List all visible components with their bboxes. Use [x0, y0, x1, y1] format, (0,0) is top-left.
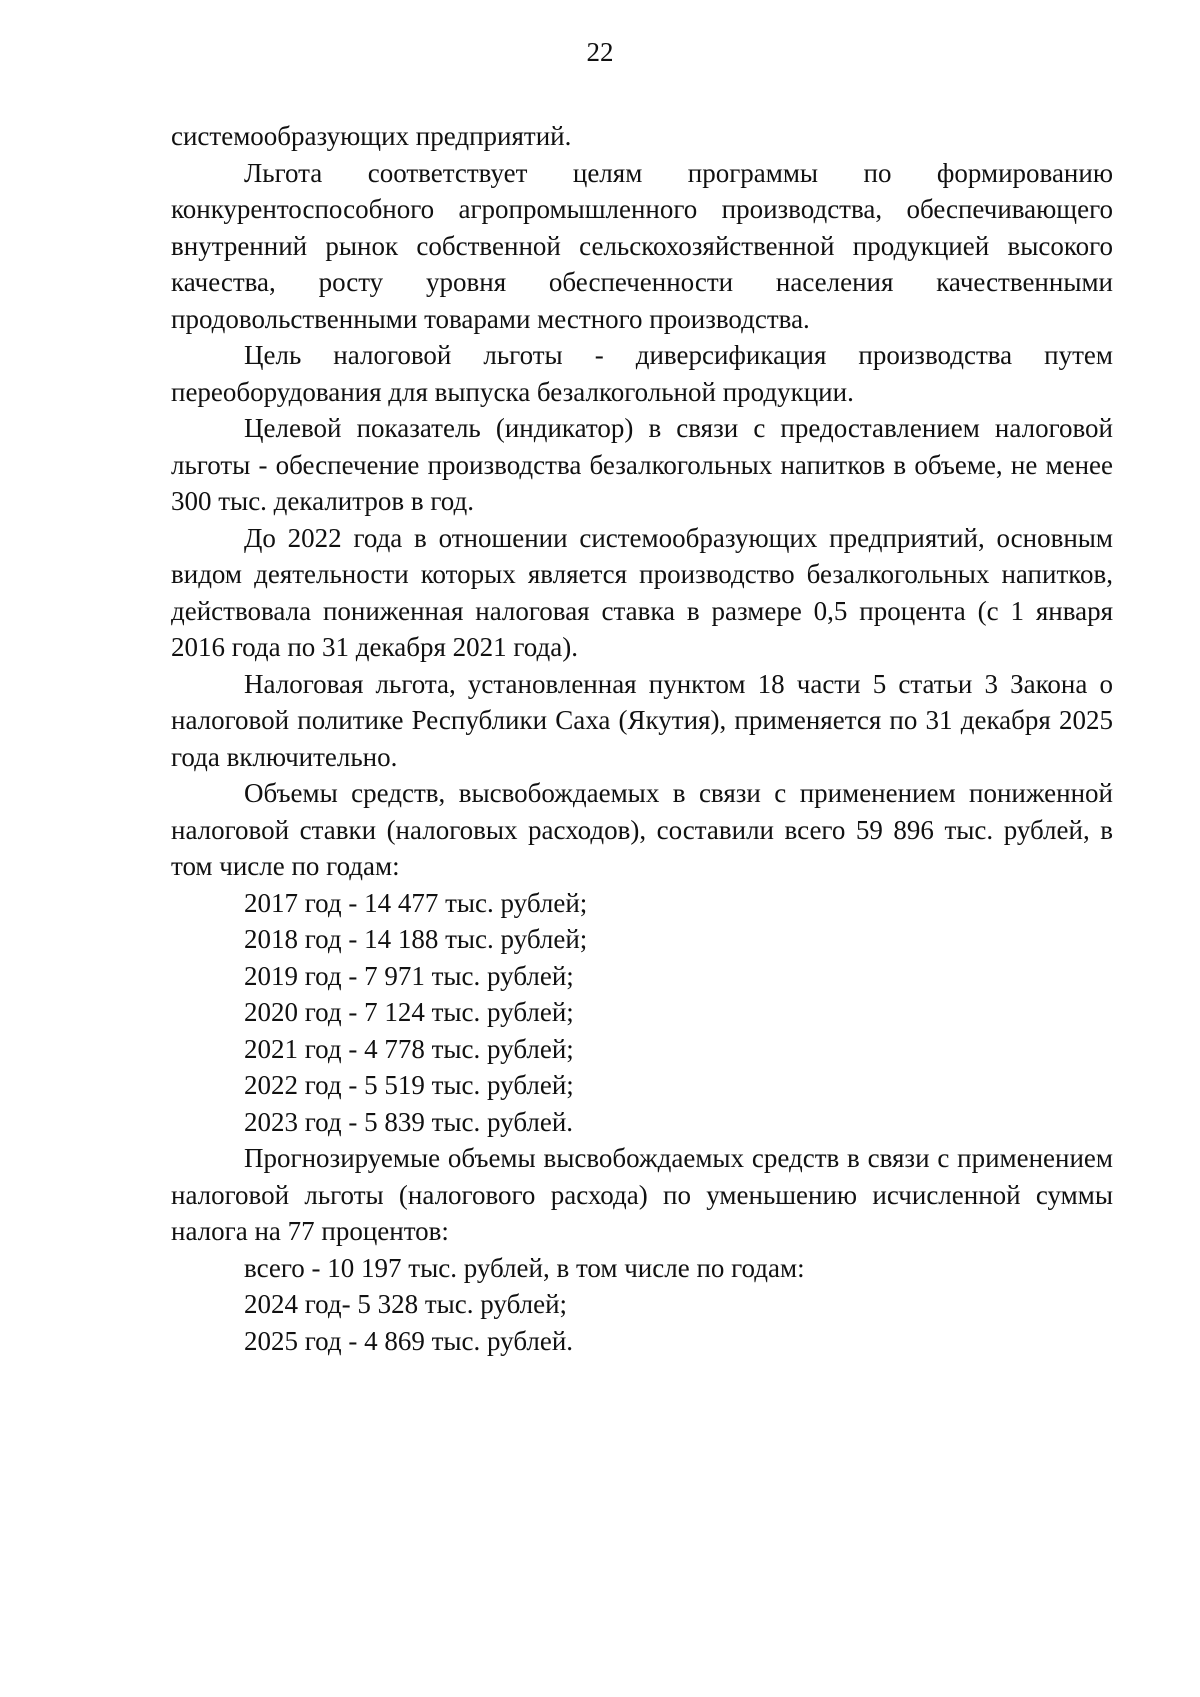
document-body — [171, 118, 1113, 1359]
list-item: 2018 год - 14 188 тыс. рублей; — [244, 924, 588, 954]
forecast-total: всего - 10 197 тыс. рублей, в том числе по годам: — [244, 1252, 805, 1283]
paragraph-actual-volumes: Объемы средств, высвобождаемых в связи с применением пониженной налоговой ставки (налоговых расходов), составили всего 59 896 тыс. рублей, в том числе по годам: — [171, 778, 1113, 881]
list-item: 2019 год - 7 971 тыс. рублей; — [244, 960, 574, 991]
paragraph-benefit-purpose: Цель налоговой льготы - диверсификация производства путем переоборудования для выпуска безалкогольной продукции. — [171, 340, 1113, 407]
list-item: 2022 год - 5 519 тыс. рублей; — [244, 1070, 574, 1100]
paragraph-target-indicator: Целевой показатель (индикатор) в связи с предоставлением налоговой льготы - обеспечение производства безалкогольных напитков в объеме, не менее 300 тыс. декалитров в год. — [171, 413, 1113, 516]
paragraph-continuation: системообразующих предприятий. — [171, 121, 572, 151]
list-item: 2021 год - 4 778 тыс. рублей; — [244, 1033, 574, 1064]
forecast-list — [171, 1250, 1113, 1360]
list-item: 2025 год - 4 869 тыс. рублей. — [244, 1325, 574, 1356]
actual-by-year-list — [171, 885, 1113, 1141]
paragraph-benefit-goals: Льгота соответствует целям программы по формированию конкурентоспособного агропромышленного производства, обеспечивающего внутренний рынок собственной сельскохозяйственной продукцией высокого качества, росту уровня обеспеченности населения качественными продовольственными товарами местного производства. — [171, 157, 1113, 334]
list-item: 2023 год - 5 839 тыс. рублей. — [244, 1106, 574, 1137]
list-item: 2020 год - 7 124 тыс. рублей; — [244, 997, 574, 1027]
list-item: 2024 год- 5 328 тыс. рублей; — [244, 1289, 568, 1319]
page-number: 22 — [586, 37, 614, 67]
list-item: 2017 год - 14 477 тыс. рублей; — [244, 887, 588, 918]
paragraph-history: До 2022 года в отношении системообразующих предприятий, основным видом деятельности которых является производство безалкогольных напитков, действовала пониженная налоговая ставка в размере 0,5 процента (с 1 января 2016 года по 31 декабря 2021 года). — [171, 522, 1113, 662]
paragraph-legal-basis: Налоговая льгота, установленная пунктом 18 части 5 статьи 3 Закона о налоговой политике Республики Саха (Якутия), применяется по 31 декабря 2025 года включительно. — [171, 668, 1113, 772]
paragraph-forecast-volumes: Прогнозируемые объемы высвобождаемых средств в связи с применением налоговой льготы (налогового расхода) по уменьшению исчисленной суммы налога на 77 процентов: — [171, 1143, 1113, 1246]
